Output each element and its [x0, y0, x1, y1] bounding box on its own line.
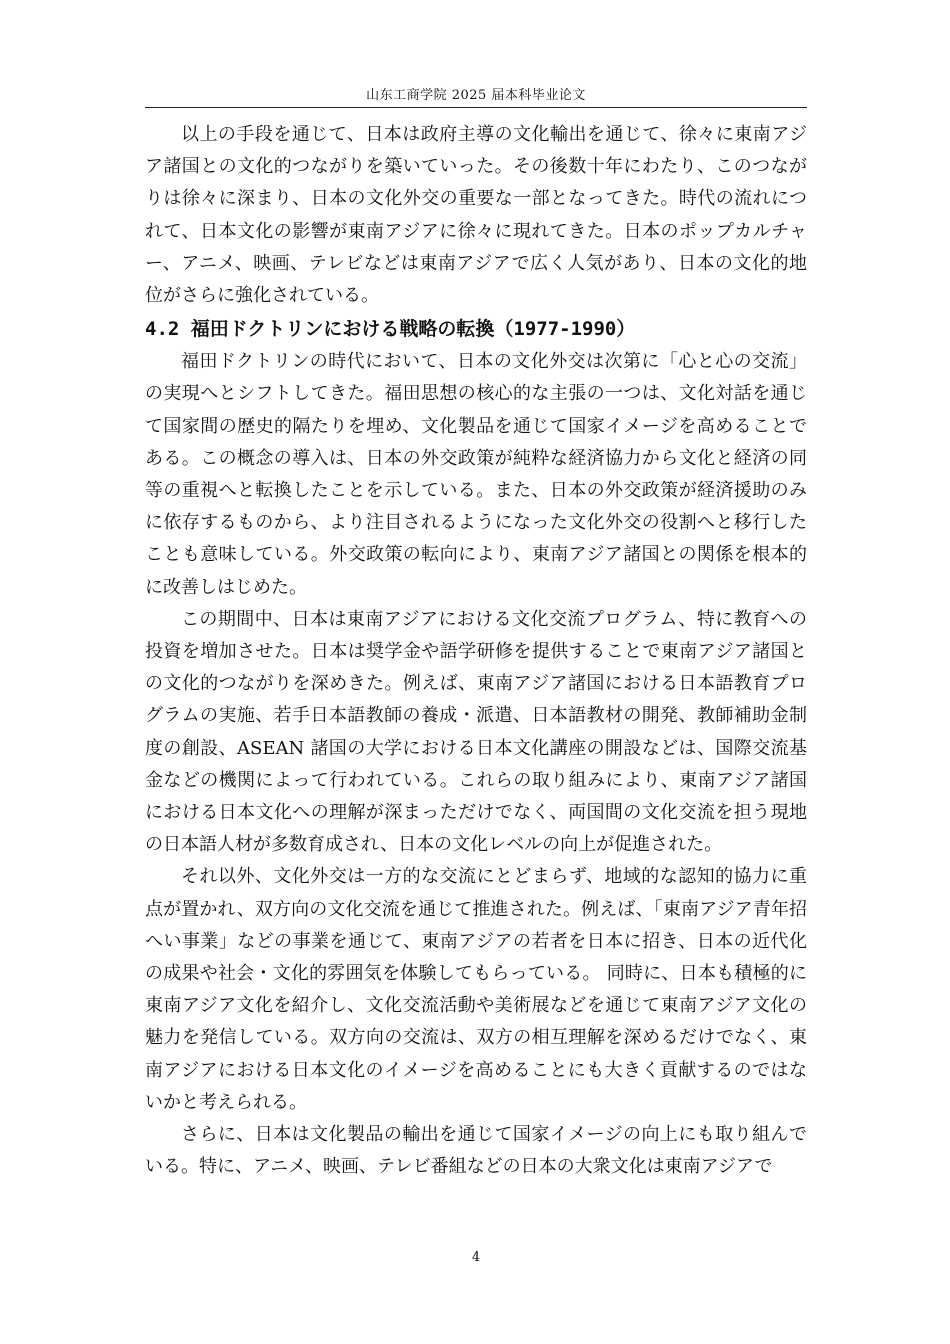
- page-number: 4: [471, 1250, 481, 1265]
- paragraph: それ以外、文化外交は一方的な交流にとどまらず、地域的な認知的協力に重点が置かれ、双方向の文化交流を通じて推進された。例えば、「東南アジア青年招へい事業」などの事業を通じて、東南アジアの若者を日本に招き、日本の近代化の成果や社会・文化的雰囲気を体験してもらっている。 同時に、日本も積極的に東南アジア文化を紹介し、文化交流活動や美術展などを通じて東南アジア文化の魅力を発信している。双方向の交流は、双方の相互理解を深めるだけでなく、東南アジアにおける日本文化のイメージを高めることにも大きく貢献するのではないかと考えられる。: [145, 866, 807, 1113]
- body-text: [145, 119, 807, 1184]
- paragraph: この期間中、日本は東南アジアにおける文化交流プログラム、特に教育への投資を増加させた。日本は奨学金や語学研修を提供することで東南アジア諸国との文化的つながりを深めきた。例えば、東南アジア諸国における日本語教育プログラムの実施、若手日本語教師の養成・派遣、日本語教材の開発、教師補助金制度の創設、ASEAN 諸国の大学における日本文化講座の開設などは、国際交流基金などの機関によって行われている。これらの取り組みにより、東南アジア諸国における日本文化への理解が深まっただけでなく、両国間の文化交流を担う現地の日本語人材が多数育成され、日本の文化レベルの向上が促進された。: [145, 608, 807, 856]
- paragraph: 福田ドクトリンの時代において、日本の文化外交は次第に「心と心の交流」の実現へとシフトしてきた。福田思想の核心的な主張の一つは、文化対話を通じて国家間の歴史的隔たりを埋め、文化製品を通じて国家イメージを高めることである。この概念の導入は、日本の外交政策が純粋な経済協力から文化と経済の同等の重視へと転換したことを示している。また、日本の外交政策が経済援助のみに依存するものから、より注目されるようになった文化外交の役割へと移行したことも意味している。外交政策の転向により、東南アジア諸国との関係を根本的に改善しはじめた。: [145, 351, 807, 598]
- header-rule: [145, 107, 807, 108]
- paragraph: 以上の手段を通じて、日本は政府主導の文化輸出を通じて、徐々に東南アジア諸国との文化的つながりを築いていった。その後数十年にわたり、このつながりは徐々に深まり、日本の文化外交の重要な一部となってきた。時代の流れにつれて、日本文化の影響が東南アジアに徐々に現れてきた。日本のポップカルチャー、アニメ、映画、テレビなどは東南アジアで広く人気があり、日本の文化的地位がさらに強化されている。: [145, 124, 807, 307]
- paragraph: さらに、日本は文化製品の輸出を通じて国家イメージの向上にも取り組んでいる。特に、アニメ、映画、テレビ番組などの日本の大衆文化は東南アジアで: [145, 1124, 807, 1178]
- section-heading: 4.2 福田ドクトリンにおける戦略の転換（1977-1990）: [145, 318, 636, 341]
- running-header: 山东工商学院 2025 届本科毕业论文: [366, 88, 586, 103]
